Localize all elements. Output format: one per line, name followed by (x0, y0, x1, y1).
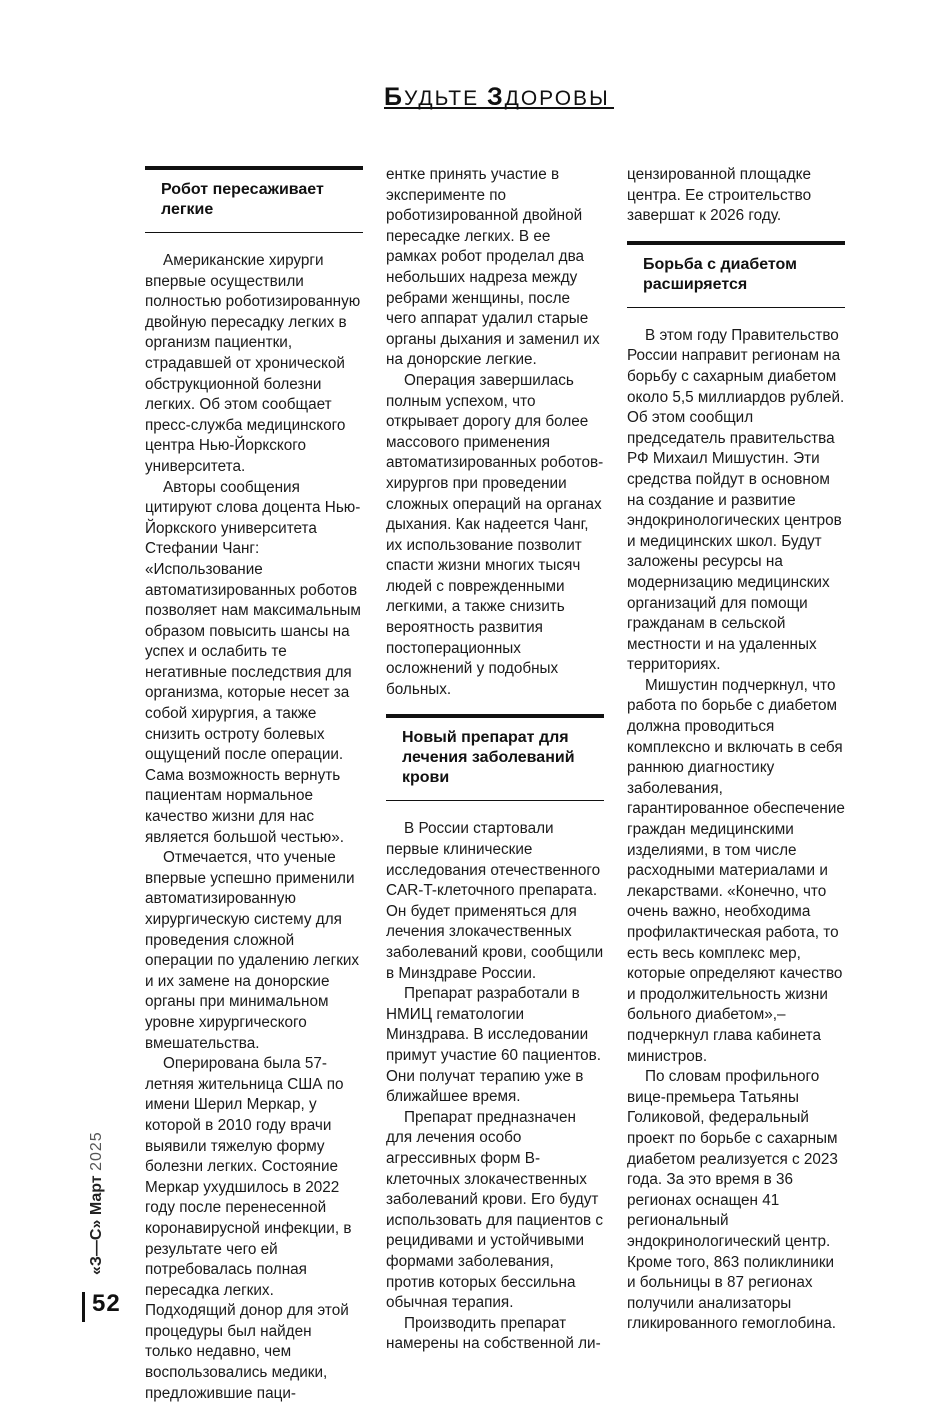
paragraph: Оперирована была 57-летняя жительница США по имени Шерил Меркар, у которой в 2010 году врачи выявили тяжелую форму болезни легких. Состояние Меркар ухудшилось в 2022 году после перенесенной коронавирусной инфекции, в результате чего ей потребовалась полная пересадка легких. Подходящий донор для этой процедуры был найден только недавно, чем воспользовались медики, предложившие паци- (145, 1055, 352, 1402)
paragraph: В России стартовали первые клинические исследования отечественного CAR-T-клеточного препарата. Он будет применяться для лечения злокачественных заболеваний крови, сообщили в Минздраве России. (386, 820, 604, 982)
paragraph: Авторы сообщения цитируют слова доцента Нью-Йоркского университета Стефании Чанг: «Использование автоматизированных роботов позволяет нам максимальным образом повысить шансы на успех и ослабить те негативные последствия для организма, которые несет за собой хирургия, а также снизить остроту болевых ощущений после операции. Сама возможность вернуть пациентам нормальное качество жизни для нас является большой честью». (145, 478, 361, 846)
paragraph: цензированной площадке центра. Ее строительство завершат к 2026 году. (627, 166, 812, 225)
column-1 (145, 166, 363, 1404)
paragraph: В этом году Правительство России направит регионам на борьбу с сахарным диабетом около 5,5 миллиардов рублей. Об этом сообщил председатель правительства РФ Михаил Мишустин. Эти средства пойдут в основном на создание и развитие эндокринологических центров и медицинских школ. Будут заложены ресурсы на модернизацию медицинских организаций для помощи гражданам в сельской местности и на удаленных территориях. (627, 326, 845, 674)
paragraph: Американские хирурги впервые осуществили полностью роботизированную двойную пересадку легких в организм пациентки, страдавшей от хронической обструкционной болезни легких. Об этом сообщает пресс-служба медицинского центра Нью-Йоркского университета. (145, 252, 361, 475)
paragraph: Препарат предназначен для лечения особо агрессивных форм В-клеточных злокачественных заболеваний крови. Его будут использовать для пациентов с рецидивами и устойчивыми формами заболевания, против которых бессильна обычная терапия. (386, 1108, 604, 1312)
page-number-rule (82, 1292, 85, 1322)
paragraph: Производить препарат намерены на собственной ли- (386, 1314, 601, 1353)
article-header-drug (386, 714, 604, 801)
paragraph: Операция завершилась полным успехом, что открывает дорогу для более массового применения автоматизированных роботов-хирургов при проведении сложных операций на органах дыхания. Как надеется Чанг, их использование позволит спасти жизни многих тысяч людей с поврежденными легкими, а также снизить вероятность развития постоперационных осложнений у подобных больных. (386, 371, 604, 698)
issue-label (86, 1095, 112, 1275)
paragraph: Мишустин подчеркнул, что работа по борьбе с диабетом должна проводиться комплексно и включать в себя раннюю диагностику заболевания, гарантированное обеспечение граждан медицинскими изделиями, в том числе расходными материалами и лекарствами. «Конечно, что очень важно, необходима профилактическая работа, то есть весь комплекс мер, которые определяют качество и продолжительность жизни больного диабетом»,– подчеркнул глава кабинета министров. (627, 676, 845, 1065)
article-title-drug: Новый препарат для лечения заболеваний крови (402, 729, 575, 787)
paragraph: По словам профильного вице-премьера Татьяны Голиковой, федеральный проект по борьбе с сахарным диабетом реализуется с 2023 года. За это время в 36 регионах оснащен 41 региональный эндокринологический центр. Кроме того, 863 поликлиники и больницы в 87 регионах получили анализаторы гликированного гемоглобина. (627, 1068, 838, 1333)
article-header-diabetes (627, 241, 845, 308)
article-title-diabetes: Борьба с диабетом расширяется (643, 255, 797, 293)
article-header-robot (145, 166, 363, 233)
running-head-rule (384, 107, 614, 109)
article-title-robot: Робот пересаживает легкие (161, 181, 324, 218)
column-2 (386, 165, 604, 1355)
paragraph: ентке принять участие в эксперименте по роботизированной двойной пересадке легких. В ее рамках робот проделал два небольших надреза между ребрами женщины, после чего аппарат удалил старые органы дыхания и заменил их на донорские легкие. (386, 166, 600, 369)
column-3 (627, 165, 845, 1335)
issue-label-text: «З—С» Март 2025 (88, 1131, 105, 1275)
paragraph: Препарат разработали в НМИЦ гематологии Минздрава. В исследовании примут участие 60 пациентов. Они получат терапию уже в ближайшее время. (386, 985, 602, 1106)
paragraph: Отмечается, что ученые впервые успешно применили автоматизированную хирургическую систему для проведения сложной операции по удалению легких и их замене на донорские органы при минимальном уровне хирургического вмешательства. (145, 849, 360, 1052)
page-number: 52 (92, 1290, 121, 1317)
running-head-text: БУДЬТЕ ЗДОРОВЫ (384, 83, 610, 111)
running-head (384, 83, 614, 111)
